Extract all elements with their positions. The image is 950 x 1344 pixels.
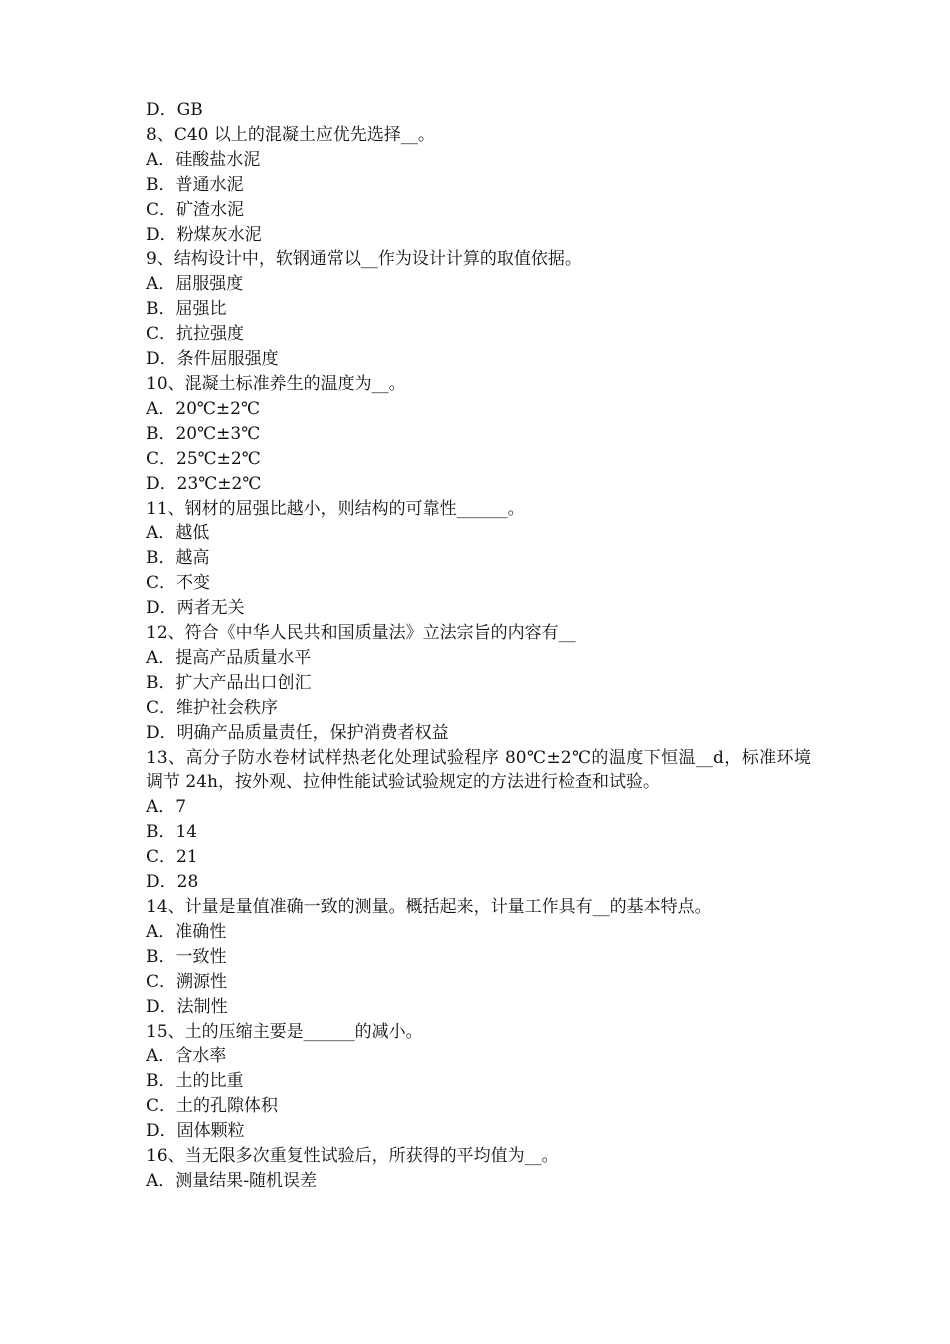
question-9: 9、结构设计中，软钢通常以__作为设计计算的取值依据。: [146, 249, 582, 270]
option-line: C．25℃±2℃: [146, 448, 261, 469]
option-line: C．维护社会秩序: [146, 697, 279, 718]
option-line: D．23℃±2℃: [146, 473, 262, 494]
option-line: C．不变: [146, 573, 211, 594]
option-line: A．提高产品质量水平: [146, 647, 312, 668]
option-line: D．法制性: [146, 996, 228, 1017]
question-13: 13、高分子防水卷材试样热老化处理试验程序 80℃±2℃的温度下恒温__d，标准环境调节 24h，按外观、拉伸性能试验试验规定的方法进行检查和试验。: [146, 747, 811, 793]
option-line: A．硅酸盐水泥: [146, 149, 261, 170]
option-line: B．14: [146, 822, 198, 843]
option-line: C．21: [146, 847, 198, 868]
option-line: D．固体颗粒: [146, 1121, 245, 1142]
option-line: D．28: [146, 872, 199, 893]
option-line: A．20℃±2℃: [146, 398, 261, 419]
option-line: B．越高: [146, 548, 210, 569]
question-12: 12、符合《中华人民共和国质量法》立法宗旨的内容有__: [146, 623, 576, 644]
option-line: C．土的孔隙体积: [146, 1096, 279, 1117]
option-line: D．条件屈服强度: [146, 349, 279, 370]
option-line: B．土的比重: [146, 1071, 244, 1092]
option-line: D．两者无关: [146, 598, 245, 619]
option-line: B．一致性: [146, 946, 227, 967]
question-15: 15、土的压缩主要是______的减小。: [146, 1021, 423, 1042]
option-line: A．7: [146, 797, 187, 818]
option-line: A．越低: [146, 523, 210, 544]
option-line: A．屈服强度: [146, 274, 244, 295]
option-line: A．含水率: [146, 1046, 227, 1067]
option-line: A．测量结果-随机误差: [146, 1170, 318, 1191]
question-14: 14、计量是量值准确一致的测量。概括起来，计量工作具有__的基本特点。: [146, 897, 712, 917]
option-line: B．屈强比: [146, 299, 227, 320]
option-line: B．20℃±3℃: [146, 423, 261, 444]
option-line: D．GB: [146, 100, 203, 120]
exam-questions: [146, 98, 811, 1194]
question-11: 11、钢材的屈强比越小，则结构的可靠性______。: [146, 498, 525, 519]
option-line: B．扩大产品出口创汇: [146, 672, 312, 693]
question-16: 16、当无限多次重复性试验后，所获得的平均值为__。: [146, 1146, 559, 1167]
option-line: C．溯源性: [146, 971, 228, 992]
question-10: 10、混凝土标准养生的温度为__。: [146, 373, 406, 394]
option-line: D．明确产品质量责任，保护消费者权益: [146, 722, 449, 743]
question-8: 8、C40 以上的混凝土应优先选择__。: [146, 124, 435, 145]
option-line: A．准确性: [146, 921, 227, 942]
option-line: C．抗拉强度: [146, 324, 245, 345]
option-line: B．普通水泥: [146, 174, 244, 195]
option-line: C．矿渣水泥: [146, 199, 245, 220]
option-line: D．粉煤灰水泥: [146, 224, 262, 245]
